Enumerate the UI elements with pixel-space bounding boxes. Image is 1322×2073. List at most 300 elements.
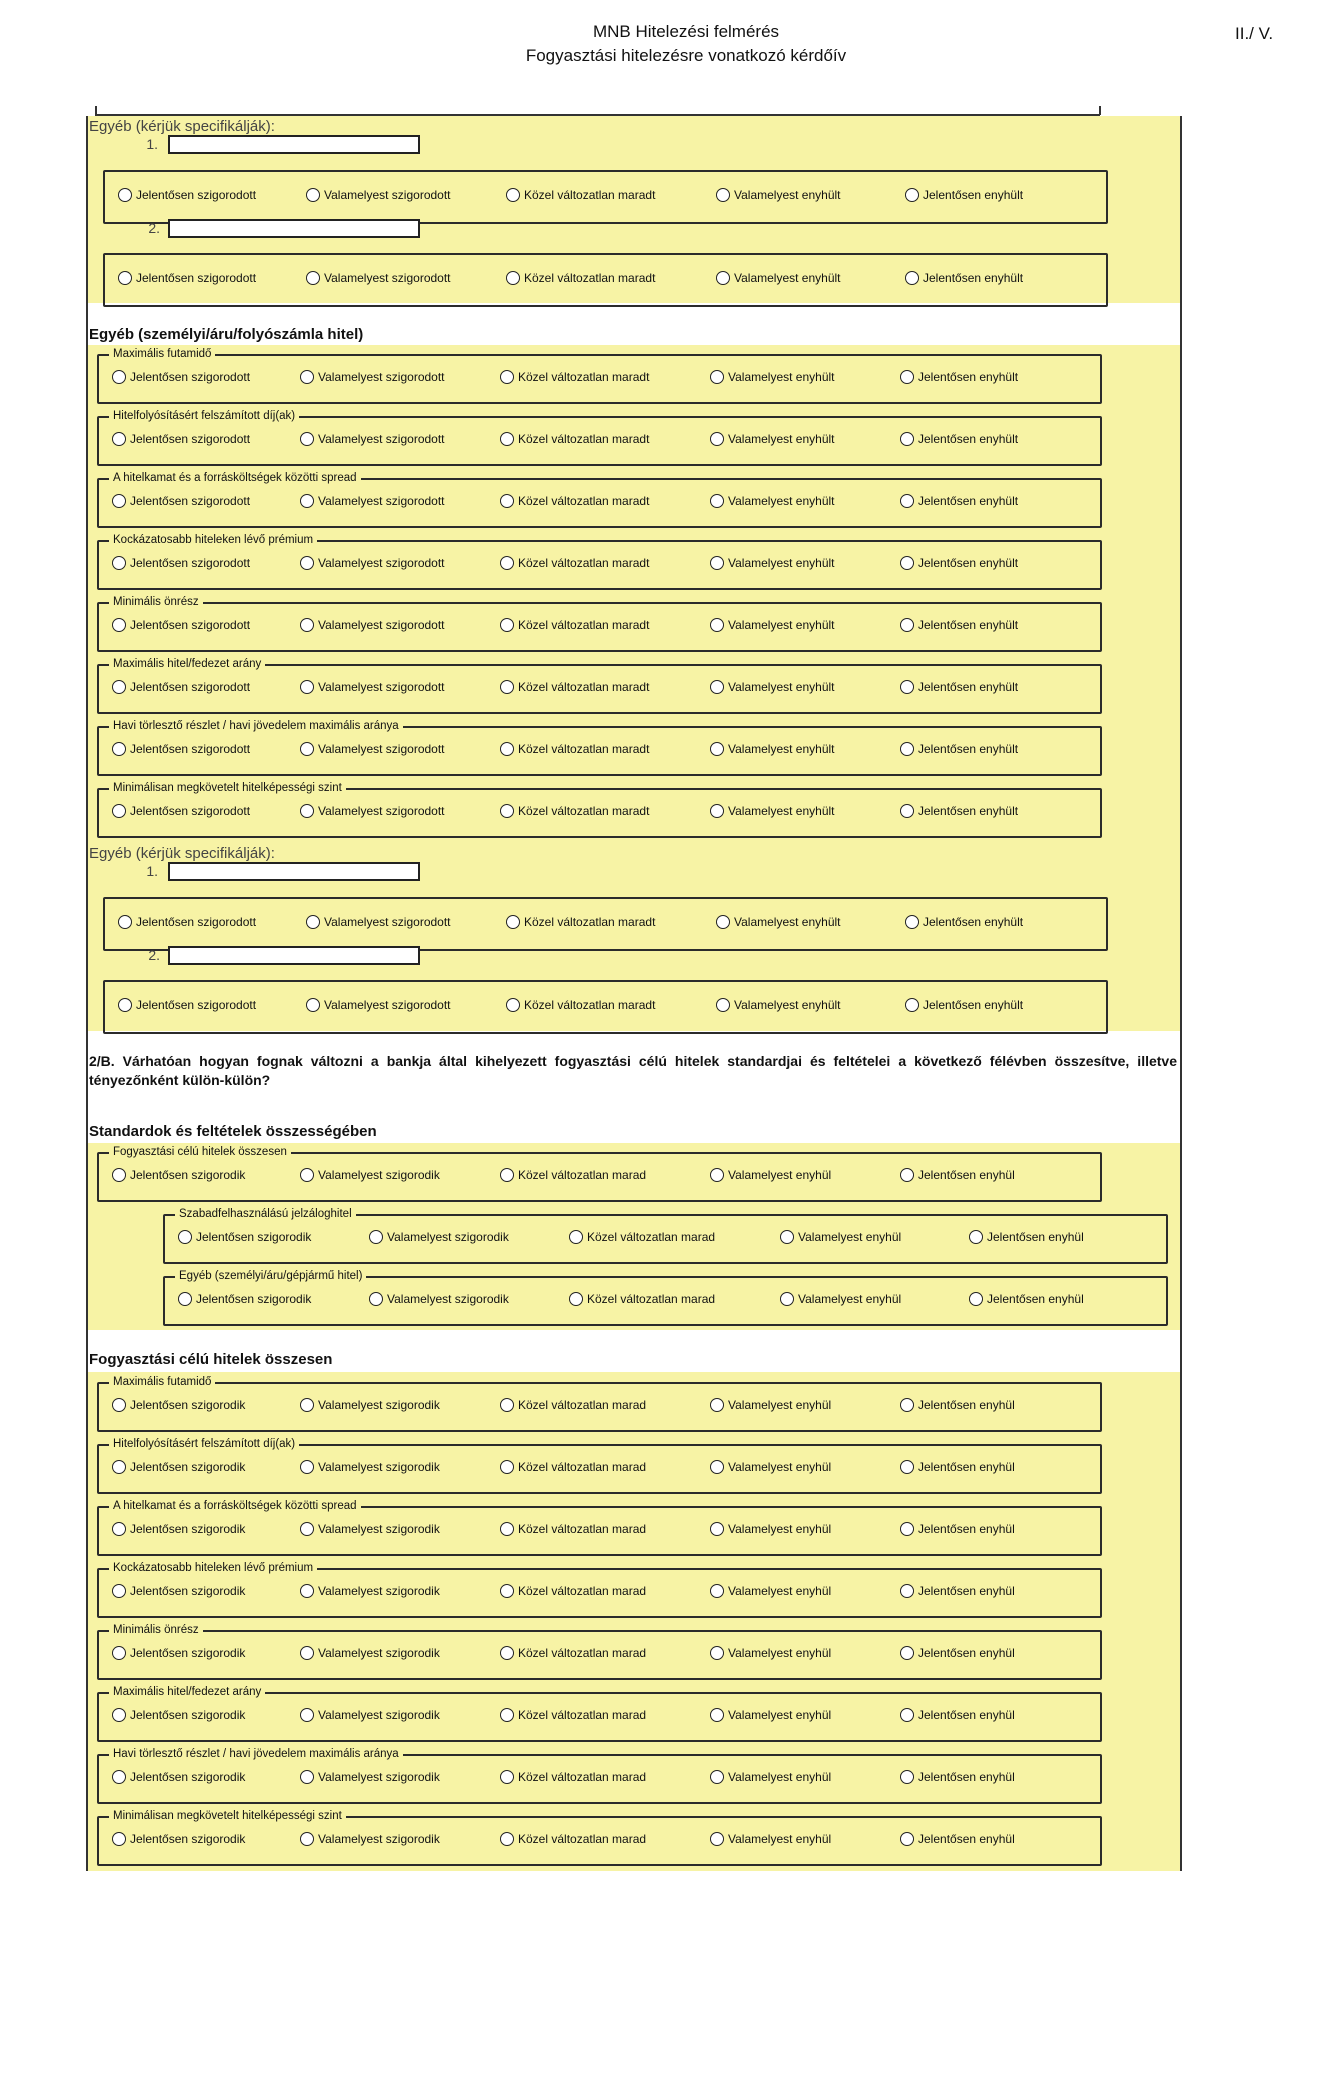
radio-circle[interactable] <box>300 1832 314 1846</box>
other-factor-4-option-3[interactable] <box>500 556 649 570</box>
radio-circle[interactable] <box>900 804 914 818</box>
radio-circle[interactable] <box>112 804 126 818</box>
consumer-factor-6-option-3[interactable] <box>500 1708 646 1722</box>
other-factor-2-option-2[interactable] <box>300 432 445 446</box>
consumer-factor-7-option-1[interactable] <box>112 1770 245 1784</box>
radio-circle[interactable] <box>500 1646 514 1660</box>
option-label: Jelentősen enyhül <box>918 1646 1015 1660</box>
radio-circle[interactable] <box>112 680 126 694</box>
other-factor-8-option-2[interactable] <box>300 804 445 818</box>
radio-circle[interactable] <box>112 618 126 632</box>
consumer-factor-6-option-5[interactable] <box>900 1708 1015 1722</box>
consumer-factor-1-option-3[interactable] <box>500 1398 646 1412</box>
radio-circle[interactable] <box>112 1708 126 1722</box>
other-spec-1-option-2[interactable] <box>306 915 451 929</box>
consumer-factor-3-option-4[interactable] <box>710 1522 831 1536</box>
other-spec-2-option-2[interactable] <box>306 998 451 1012</box>
standards-mortgage-option-2[interactable] <box>369 1230 509 1244</box>
option-label: Jelentősen enyhül <box>987 1292 1084 1306</box>
option-label: Jelentősen szigorodik <box>130 1584 246 1598</box>
radio-circle[interactable] <box>710 1832 724 1846</box>
consumer-factor-4-option-5[interactable] <box>900 1584 1015 1598</box>
standards-mortgage-option-1[interactable] <box>178 1230 311 1244</box>
consumer-factor-4-option-2[interactable] <box>300 1584 440 1598</box>
standards-mortgage-option-4[interactable] <box>780 1230 901 1244</box>
standards-total-option-3[interactable] <box>500 1168 646 1182</box>
other-factor-5-option-2[interactable] <box>300 618 445 632</box>
radio-circle[interactable] <box>300 1398 314 1412</box>
radio-circle[interactable] <box>900 1460 914 1474</box>
option-label: Valamelyest szigorodik <box>318 1770 440 1784</box>
other-spec-2-option-3[interactable] <box>506 998 655 1012</box>
radio-circle[interactable] <box>710 1168 724 1182</box>
standards-other-option-1[interactable] <box>178 1292 311 1306</box>
consumer-factor-3-option-5[interactable] <box>900 1522 1015 1536</box>
radio-circle[interactable] <box>300 1460 314 1474</box>
radio-circle[interactable] <box>500 1460 514 1474</box>
option-label: Valamelyest szigorodik <box>318 1646 440 1660</box>
other-factor-8-option-3[interactable] <box>500 804 649 818</box>
option-label: Jelentősen enyhül <box>918 1460 1015 1474</box>
option-label: Jelentősen enyhült <box>923 915 1024 929</box>
option-label: Jelentősen enyhült <box>918 618 1019 632</box>
radio-circle[interactable] <box>905 998 919 1012</box>
factor-label: Kockázatosabb hiteleken lévő prémium <box>109 1560 317 1576</box>
top-spec-num-1: 1. <box>146 136 158 152</box>
option-label: Jelentősen szigorodik <box>196 1230 312 1244</box>
other-factor-7-option-5[interactable] <box>900 742 1018 756</box>
consumer-factor-3-option-2[interactable] <box>300 1522 440 1536</box>
radio-circle[interactable] <box>900 1522 914 1536</box>
option-label: Közel változatlan maradt <box>518 804 650 818</box>
radio-circle[interactable] <box>300 680 314 694</box>
other-factor-7-option-1[interactable] <box>112 742 250 756</box>
other-factor-6-option-3[interactable] <box>500 680 649 694</box>
radio-circle[interactable] <box>306 998 320 1012</box>
radio-circle[interactable] <box>500 1832 514 1846</box>
top-spec-2-option-5[interactable] <box>905 271 1023 285</box>
radio-circle[interactable] <box>969 1230 983 1244</box>
consumer-factor-1-option-2[interactable] <box>300 1398 440 1412</box>
radio-circle[interactable] <box>112 494 126 508</box>
top-spec-1-option-1[interactable] <box>118 188 256 202</box>
other-factor-2-option-4[interactable] <box>710 432 835 446</box>
radio-circle[interactable] <box>306 915 320 929</box>
factor-label: Maximális futamidő <box>109 1374 215 1390</box>
radio-circle[interactable] <box>710 1770 724 1784</box>
radio-circle[interactable] <box>118 271 132 285</box>
factor-label: Minimálisan megkövetelt hitelképességi szint <box>109 780 346 796</box>
option-label: Valamelyest szigorodott <box>324 188 451 202</box>
other-spec-1-option-3[interactable] <box>506 915 655 929</box>
radio-circle[interactable] <box>300 494 314 508</box>
radio-circle[interactable] <box>112 1770 126 1784</box>
other-factor-5-option-4[interactable] <box>710 618 835 632</box>
consumer-factor-1-option-4[interactable] <box>710 1398 831 1412</box>
radio-circle[interactable] <box>900 556 914 570</box>
question-2b: 2/B. Várhatóan hogyan fognak változni a bankja által kihelyezett fogyasztási célú hitelek standardjai és feltételei a következő félévben összesítve, illetve tényezőnként külön-külön? <box>89 1053 1177 1088</box>
radio-circle[interactable] <box>710 1584 724 1598</box>
radio-circle[interactable] <box>178 1230 192 1244</box>
option-label: Valamelyest szigorodik <box>318 1584 440 1598</box>
consumer-factor-1-option-5[interactable] <box>900 1398 1015 1412</box>
consumer-factor-4-option-4[interactable] <box>710 1584 831 1598</box>
consumer-factor-5-option-1[interactable] <box>112 1646 245 1660</box>
option-label: Valamelyest szigorodik <box>318 1522 440 1536</box>
other-factor-4-option-1[interactable] <box>112 556 250 570</box>
option-label: Jelentősen szigorodik <box>130 1708 246 1722</box>
standards-total-option-5[interactable] <box>900 1168 1015 1182</box>
consumer-factor-8-option-5[interactable] <box>900 1832 1015 1846</box>
other-factor-3-option-5[interactable] <box>900 494 1018 508</box>
standards-mortgage-option-5[interactable] <box>969 1230 1084 1244</box>
other-factor-8-option-1[interactable] <box>112 804 250 818</box>
option-label: Jelentősen enyhül <box>918 1708 1015 1722</box>
consumer-factor-6-option-2[interactable] <box>300 1708 440 1722</box>
radio-circle[interactable] <box>900 1584 914 1598</box>
radio-circle[interactable] <box>500 1168 514 1182</box>
radio-circle[interactable] <box>369 1230 383 1244</box>
other-factor-8-option-4[interactable] <box>710 804 835 818</box>
radio-circle[interactable] <box>300 618 314 632</box>
radio-circle[interactable] <box>569 1292 583 1306</box>
option-label: Közel változatlan maradt <box>524 271 656 285</box>
standards-other-option-5[interactable] <box>969 1292 1084 1306</box>
radio-circle[interactable] <box>780 1230 794 1244</box>
radio-circle[interactable] <box>710 618 724 632</box>
other-factor-4-option-5[interactable] <box>900 556 1018 570</box>
option-label: Valamelyest enyhül <box>728 1398 832 1412</box>
consumer-factor-3-option-3[interactable] <box>500 1522 646 1536</box>
radio-circle[interactable] <box>506 998 520 1012</box>
option-label: Valamelyest enyhül <box>728 1770 832 1784</box>
option-label: Közel változatlan marad <box>518 1398 647 1412</box>
radio-circle[interactable] <box>500 1584 514 1598</box>
radio-circle[interactable] <box>506 915 520 929</box>
radio-circle[interactable] <box>900 1708 914 1722</box>
factor-label: Havi törlesztő részlet / havi jövedelem maximális aránya <box>109 1746 403 1762</box>
other-factor-3-option-2[interactable] <box>300 494 445 508</box>
radio-circle[interactable] <box>112 556 126 570</box>
radio-circle[interactable] <box>300 370 314 384</box>
option-label: Valamelyest szigorodik <box>318 1398 440 1412</box>
option-label: Jelentősen szigorodott <box>130 742 251 756</box>
other-factor-5-option-3[interactable] <box>500 618 649 632</box>
radio-circle[interactable] <box>112 1522 126 1536</box>
top-spec-input-1[interactable] <box>168 135 420 154</box>
radio-circle[interactable] <box>780 1292 794 1306</box>
radio-circle[interactable] <box>112 370 126 384</box>
consumer-factor-7-option-5[interactable] <box>900 1770 1015 1784</box>
radio-circle[interactable] <box>300 556 314 570</box>
other-spec-1-option-1[interactable] <box>118 915 256 929</box>
radio-circle[interactable] <box>300 1584 314 1598</box>
other-spec-1-option-5[interactable] <box>905 915 1023 929</box>
standards-other-option-3[interactable] <box>569 1292 715 1306</box>
option-label: Valamelyest enyhül <box>798 1292 902 1306</box>
option-label: Közel változatlan maradt <box>518 742 650 756</box>
option-label: Jelentősen enyhül <box>918 1398 1015 1412</box>
option-label: Jelentősen enyhült <box>918 680 1019 694</box>
other-factor-1-option-4[interactable] <box>710 370 835 384</box>
radio-circle[interactable] <box>710 680 724 694</box>
option-label: Közel változatlan maradt <box>518 618 650 632</box>
consumer-factor-6-option-4[interactable] <box>710 1708 831 1722</box>
radio-circle[interactable] <box>300 1708 314 1722</box>
option-label: Jelentősen enyhül <box>918 1584 1015 1598</box>
option-label: Valamelyest enyhült <box>728 618 835 632</box>
radio-circle[interactable] <box>500 370 514 384</box>
option-label: Valamelyest enyhült <box>728 370 835 384</box>
radio-circle[interactable] <box>300 1646 314 1660</box>
option-label: Valamelyest szigorodott <box>318 556 445 570</box>
radio-circle[interactable] <box>716 188 730 202</box>
radio-circle[interactable] <box>500 1708 514 1722</box>
radio-circle[interactable] <box>969 1292 983 1306</box>
radio-circle[interactable] <box>710 1460 724 1474</box>
option-label: Jelentősen szigorodott <box>136 998 257 1012</box>
option-label: Jelentősen szigorodik <box>130 1522 246 1536</box>
other-spec-2-option-5[interactable] <box>905 998 1023 1012</box>
option-label: Jelentősen szigorodott <box>130 618 251 632</box>
other-factor-1-option-1[interactable] <box>112 370 250 384</box>
consumer-factor-2-option-2[interactable] <box>300 1460 440 1474</box>
option-label: Valamelyest szigorodott <box>324 271 451 285</box>
radio-circle[interactable] <box>300 1770 314 1784</box>
other-spec-2-option-4[interactable] <box>716 998 841 1012</box>
radio-circle[interactable] <box>710 742 724 756</box>
other-factor-1-option-3[interactable] <box>500 370 649 384</box>
other-factor-5-option-5[interactable] <box>900 618 1018 632</box>
factor-label: Maximális futamidő <box>109 346 215 362</box>
radio-circle[interactable] <box>710 804 724 818</box>
radio-circle[interactable] <box>506 271 520 285</box>
section-title-other: Egyéb (személyi/áru/folyószámla hitel) <box>89 326 364 343</box>
other-factor-2-option-3[interactable] <box>500 432 649 446</box>
other-factor-7-option-3[interactable] <box>500 742 649 756</box>
other-factor-3-option-4[interactable] <box>710 494 835 508</box>
radio-circle[interactable] <box>112 1168 126 1182</box>
radio-circle[interactable] <box>112 432 126 446</box>
top-spec-1-option-5[interactable] <box>905 188 1023 202</box>
radio-circle[interactable] <box>300 1522 314 1536</box>
top-spec-2-option-1[interactable] <box>118 271 256 285</box>
radio-circle[interactable] <box>500 1398 514 1412</box>
radio-circle[interactable] <box>900 742 914 756</box>
factor-label: Hitelfolyósításért felszámított díj(ak) <box>109 408 299 424</box>
radio-circle[interactable] <box>112 742 126 756</box>
top-rule-tick-right <box>1099 106 1101 115</box>
other-spec-input-1[interactable] <box>168 862 420 881</box>
radio-circle[interactable] <box>500 804 514 818</box>
radio-circle[interactable] <box>716 915 730 929</box>
consumer-factor-8-option-2[interactable] <box>300 1832 440 1846</box>
radio-circle[interactable] <box>178 1292 192 1306</box>
radio-circle[interactable] <box>710 370 724 384</box>
other-factor-8-option-5[interactable] <box>900 804 1018 818</box>
other-spec-num-1: 1. <box>146 863 158 879</box>
radio-circle[interactable] <box>569 1230 583 1244</box>
other-factor-3-option-1[interactable] <box>112 494 250 508</box>
factor-label: Minimális önrész <box>109 1622 203 1638</box>
other-factor-6-option-5[interactable] <box>900 680 1018 694</box>
top-spec-1-option-2[interactable] <box>306 188 451 202</box>
radio-circle[interactable] <box>500 432 514 446</box>
option-label: Közel változatlan marad <box>518 1584 647 1598</box>
option-label: Jelentősen enyhült <box>918 370 1019 384</box>
radio-circle[interactable] <box>716 998 730 1012</box>
radio-circle[interactable] <box>710 1646 724 1660</box>
consumer-factor-1-option-1[interactable] <box>112 1398 245 1412</box>
radio-circle[interactable] <box>500 680 514 694</box>
option-label: Valamelyest szigorodott <box>318 742 445 756</box>
consumer-factor-5-option-4[interactable] <box>710 1646 831 1660</box>
option-label: Jelentősen szigorodik <box>130 1398 246 1412</box>
radio-circle[interactable] <box>905 188 919 202</box>
standards-total-option-4[interactable] <box>710 1168 831 1182</box>
consumer-factor-2-option-4[interactable] <box>710 1460 831 1474</box>
radio-circle[interactable] <box>118 998 132 1012</box>
radio-circle[interactable] <box>369 1292 383 1306</box>
radio-circle[interactable] <box>500 1770 514 1784</box>
radio-circle[interactable] <box>900 680 914 694</box>
radio-circle[interactable] <box>900 370 914 384</box>
radio-circle[interactable] <box>905 915 919 929</box>
factor-label: Maximális hitel/fedezet arány <box>109 1684 265 1700</box>
consumer-factor-5-option-3[interactable] <box>500 1646 646 1660</box>
standards-total-option-2[interactable] <box>300 1168 440 1182</box>
option-label: Jelentősen enyhült <box>918 804 1019 818</box>
top-spec-1-option-3[interactable] <box>506 188 655 202</box>
consumer-factor-2-option-1[interactable] <box>112 1460 245 1474</box>
radio-circle[interactable] <box>300 742 314 756</box>
consumer-factor-4-option-1[interactable] <box>112 1584 245 1598</box>
radio-circle[interactable] <box>306 271 320 285</box>
radio-circle[interactable] <box>112 1584 126 1598</box>
radio-circle[interactable] <box>900 494 914 508</box>
radio-circle[interactable] <box>716 271 730 285</box>
radio-circle[interactable] <box>506 188 520 202</box>
other-factor-2-option-5[interactable] <box>900 432 1018 446</box>
top-spec-2-option-4[interactable] <box>716 271 841 285</box>
option-label: Közel változatlan marad <box>518 1460 647 1474</box>
option-label: Jelentősen enyhült <box>918 494 1019 508</box>
other-factor-4-option-4[interactable] <box>710 556 835 570</box>
option-label: Valamelyest szigorodik <box>318 1168 440 1182</box>
radio-circle[interactable] <box>905 271 919 285</box>
consumer-factor-4-option-3[interactable] <box>500 1584 646 1598</box>
other-factor-2-option-1[interactable] <box>112 432 250 446</box>
radio-circle[interactable] <box>710 432 724 446</box>
radio-circle[interactable] <box>900 1398 914 1412</box>
radio-circle[interactable] <box>300 1168 314 1182</box>
consumer-factor-8-option-4[interactable] <box>710 1832 831 1846</box>
consumer-factor-7-option-4[interactable] <box>710 1770 831 1784</box>
standards-mortgage-option-3[interactable] <box>569 1230 715 1244</box>
standards-other-option-4[interactable] <box>780 1292 901 1306</box>
other-factor-5-option-1[interactable] <box>112 618 250 632</box>
consumer-factor-2-option-3[interactable] <box>500 1460 646 1474</box>
consumer-factor-6-option-1[interactable] <box>112 1708 245 1722</box>
other-factor-1-option-2[interactable] <box>300 370 445 384</box>
radio-circle[interactable] <box>112 1832 126 1846</box>
option-label: Jelentősen enyhül <box>918 1770 1015 1784</box>
radio-circle[interactable] <box>710 1398 724 1412</box>
option-label: Jelentősen szigorodott <box>130 556 251 570</box>
top-spec-input-2[interactable] <box>168 219 420 238</box>
radio-circle[interactable] <box>710 1522 724 1536</box>
other-factor-3-option-3[interactable] <box>500 494 649 508</box>
radio-circle[interactable] <box>900 1770 914 1784</box>
top-spec-2-option-3[interactable] <box>506 271 655 285</box>
radio-circle[interactable] <box>710 1708 724 1722</box>
radio-circle[interactable] <box>500 1522 514 1536</box>
radio-circle[interactable] <box>710 556 724 570</box>
consumer-factor-8-option-3[interactable] <box>500 1832 646 1846</box>
option-label: Jelentősen szigorodik <box>130 1460 246 1474</box>
radio-circle[interactable] <box>900 618 914 632</box>
option-label: Jelentősen enyhült <box>918 742 1019 756</box>
standards-other-option-2[interactable] <box>369 1292 509 1306</box>
radio-circle[interactable] <box>900 1832 914 1846</box>
option-label: Jelentősen szigorodott <box>136 188 257 202</box>
option-label: Jelentősen szigorodik <box>196 1292 312 1306</box>
other-spec-1-option-4[interactable] <box>716 915 841 929</box>
consumer-factor-7-option-2[interactable] <box>300 1770 440 1784</box>
other-factor-4-option-2[interactable] <box>300 556 445 570</box>
other-spec-input-2[interactable] <box>168 946 420 965</box>
top-spec-2-option-2[interactable] <box>306 271 451 285</box>
other-factor-6-option-1[interactable] <box>112 680 250 694</box>
consumer-factor-5-option-5[interactable] <box>900 1646 1015 1660</box>
other-factor-6-option-4[interactable] <box>710 680 835 694</box>
radio-circle[interactable] <box>500 618 514 632</box>
other-factor-7-option-4[interactable] <box>710 742 835 756</box>
consumer-factor-7-option-3[interactable] <box>500 1770 646 1784</box>
radio-circle[interactable] <box>900 432 914 446</box>
top-spec-1-option-4[interactable] <box>716 188 841 202</box>
consumer-factor-8-option-1[interactable] <box>112 1832 245 1846</box>
radio-circle[interactable] <box>900 1168 914 1182</box>
radio-circle[interactable] <box>500 742 514 756</box>
radio-circle[interactable] <box>112 1460 126 1474</box>
option-label: Valamelyest szigorodik <box>387 1292 509 1306</box>
radio-circle[interactable] <box>900 1646 914 1660</box>
option-label: Jelentősen szigorodott <box>130 432 251 446</box>
consumer-factor-3-option-1[interactable] <box>112 1522 245 1536</box>
radio-circle[interactable] <box>306 188 320 202</box>
radio-circle[interactable] <box>118 188 132 202</box>
standards-total-option-1[interactable] <box>112 1168 245 1182</box>
radio-circle[interactable] <box>118 915 132 929</box>
consumer-factor-5-option-2[interactable] <box>300 1646 440 1660</box>
option-label: Valamelyest enyhül <box>728 1646 832 1660</box>
other-factor-6-option-2[interactable] <box>300 680 445 694</box>
radio-circle[interactable] <box>300 804 314 818</box>
other-spec-2-option-1[interactable] <box>118 998 256 1012</box>
radio-circle[interactable] <box>500 494 514 508</box>
radio-circle[interactable] <box>112 1398 126 1412</box>
consumer-factor-2-option-5[interactable] <box>900 1460 1015 1474</box>
other-factor-1-option-5[interactable] <box>900 370 1018 384</box>
radio-circle[interactable] <box>710 494 724 508</box>
other-factor-7-option-2[interactable] <box>300 742 445 756</box>
radio-circle[interactable] <box>500 556 514 570</box>
radio-circle[interactable] <box>300 432 314 446</box>
option-label: Valamelyest szigorodott <box>318 680 445 694</box>
radio-circle[interactable] <box>112 1646 126 1660</box>
option-label: Közel változatlan marad <box>587 1230 716 1244</box>
